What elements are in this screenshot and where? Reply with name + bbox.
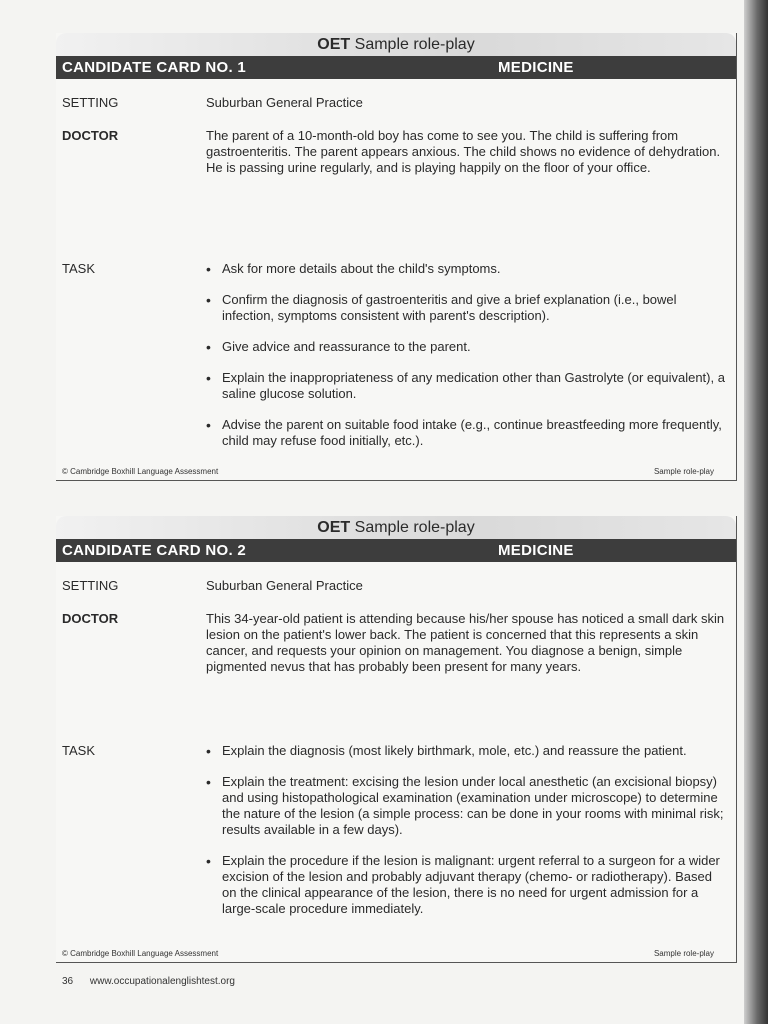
setting-text: Suburban General Practice (206, 578, 363, 593)
role-text: The parent of a 10-month-old boy has come to see you. The child is suffering from gastroenteritis. The parent appears anxious. The child shows no evidence of dehydration. He is passing urine regularly, and is playing happily on the floor of your office. (206, 128, 721, 175)
card-title-bar (56, 56, 736, 79)
profession-label: MEDICINE (498, 542, 574, 559)
profession-label: MEDICINE (498, 59, 574, 76)
card-title: CANDIDATE CARD NO. 2 (62, 542, 247, 559)
candidate-card-1 (56, 33, 737, 481)
setting-label: SETTING (62, 578, 119, 593)
card-header-subtitle: Sample role-play (354, 36, 475, 53)
setting-text: Suburban General Practice (206, 95, 363, 110)
card-title-bar (56, 539, 736, 562)
card-header (56, 33, 736, 56)
task-item: • Explain the treatment: excising the lesion under local anesthetic (an excisional biopsy) and using histopathological examination (examination under microscope) to determine the nature of the lesion (a simple process: can be done in your rooms with minimal risk; results available in a few days). (206, 774, 726, 838)
task-item: • Explain the procedure if the lesion is malignant: urgent referral to a surgeon for a wider excision of the lesion and probably adjuvant therapy (chemo- or radiotherapy). Based on the clinical appearance of the lesion, there is no need for urgent admission for a large-scale procedure immediately. (206, 853, 726, 917)
oet-brand: OET (317, 519, 351, 536)
oet-brand: OET (317, 36, 351, 53)
task-label: TASK (62, 261, 95, 276)
role-label: DOCTOR (62, 128, 119, 143)
card-footer-right: Sample role-play (653, 467, 714, 476)
setting-label: SETTING (62, 95, 119, 110)
card-footer (62, 949, 714, 958)
task-item: • Confirm the diagnosis of gastroenteritis and give a brief explanation (i.e., bowel infection, symptoms consistent with parent's description). (206, 292, 726, 324)
task-item: • Give advice and reassurance to the parent. (206, 339, 726, 355)
role-text: This 34-year-old patient is attending because his/her spouse has noticed a small dark skin lesion on the patient's lower back. The patient is concerned that this represents a skin cancer, and requests your opinion on management. You diagnose a benign, simple pigmented nevus that has probably been present for many years. (206, 611, 725, 674)
card-title: CANDIDATE CARD NO. 1 (62, 59, 247, 76)
page-number: 36 (62, 976, 74, 987)
copyright-text: © Cambridge Boxhill Language Assessment (62, 949, 219, 958)
card-footer (62, 467, 714, 476)
task-list (206, 743, 726, 932)
card-header-subtitle: Sample role-play (354, 519, 475, 536)
candidate-card-2 (56, 516, 737, 963)
copyright-text: © Cambridge Boxhill Language Assessment (62, 467, 219, 476)
page-edge-shadow (744, 0, 768, 1024)
task-item: • Ask for more details about the child's symptoms. (206, 261, 726, 277)
task-item: • Advise the parent on suitable food intake (e.g., continue breastfeeding more frequently, child may refuse food initially, etc.). (206, 417, 726, 449)
card-footer-right: Sample role-play (653, 949, 714, 958)
task-item: • Explain the inappropriateness of any medication other than Gastrolyte (or equivalent), a saline glucose solution. (206, 370, 726, 402)
page-footer (62, 976, 249, 987)
task-list (206, 261, 726, 464)
task-item: • Explain the diagnosis (most likely birthmark, mole, etc.) and reassure the patient. (206, 743, 726, 759)
task-label: TASK (62, 743, 95, 758)
website-link: www.occupationalenglishtest.org (89, 976, 235, 987)
card-header (56, 516, 736, 539)
role-label: DOCTOR (62, 611, 119, 626)
